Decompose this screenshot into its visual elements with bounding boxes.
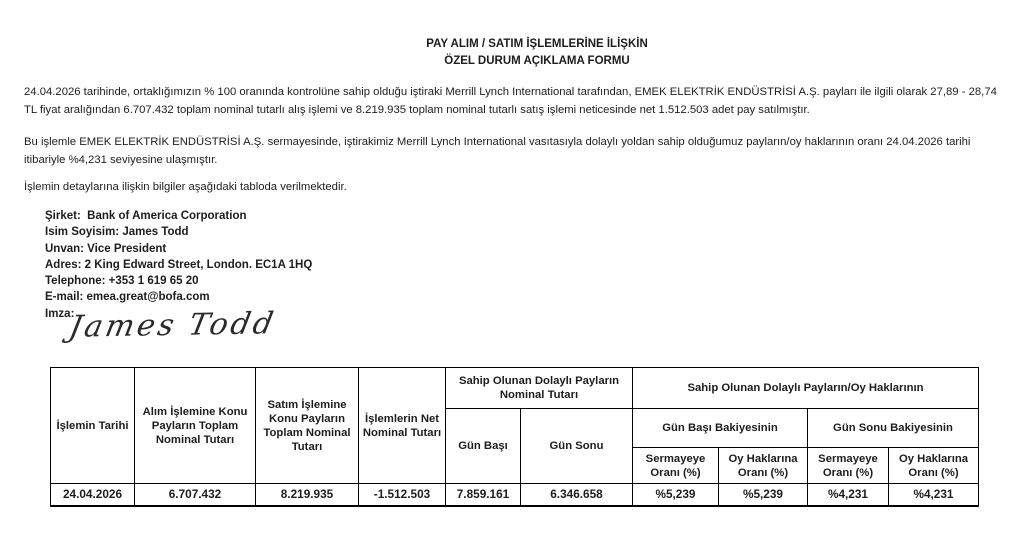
transaction-table	[50, 367, 979, 507]
cell-end-capital-pct: %4,231	[808, 484, 889, 506]
header-buy-nominal: Alım İşlemine Konu Payların Toplam Nominal Tutarı	[135, 368, 256, 484]
table-row	[51, 484, 979, 506]
header-net-nominal: İşlemlerin Net Nominal Tutarı	[359, 368, 446, 484]
cell-day-start-nominal: 7.859.161	[446, 484, 521, 506]
cell-transaction-date: 24.04.2026	[51, 484, 135, 506]
header-day-start: Gün Başı	[446, 409, 521, 484]
cell-start-voting-pct: %5,239	[719, 484, 808, 506]
contact-company: Şirket: Bank of America Corporation	[45, 210, 247, 222]
form-title-line2: ÖZEL DURUM AÇIKLAMA FORMU	[444, 55, 630, 67]
header-day-end-balance: Gün Sonu Bakiyesinin	[808, 409, 979, 448]
form-title-line1: PAY ALIM / SATIM İŞLEMLERİNE İLİŞKİN	[426, 38, 648, 50]
form-title	[50, 36, 1024, 70]
transaction-table-container	[50, 367, 979, 507]
cell-sell-total: 8.219.935	[256, 484, 359, 506]
header-end-voting-ratio: Oy Haklarına Oranı (%)	[889, 448, 979, 484]
contact-signature-label: Imza:	[45, 307, 75, 320]
cell-net-total: -1.512.503	[359, 484, 446, 506]
header-sell-nominal: Satım İşlemine Konu Payların Toplam Nominal Tutarı	[256, 368, 359, 484]
header-group-indirect-rights: Sahip Olunan Dolaylı Payların/Oy Haklarının	[633, 368, 979, 409]
contact-title: Unvan: Vice President	[45, 242, 167, 255]
header-end-capital-ratio: Sermayeye Oranı (%)	[808, 448, 889, 484]
contact-name: Isim Soyisim: James Todd	[45, 226, 189, 239]
paragraph-table-intro: İşlemin detaylarına ilişkin bilgiler aşağıdaki tabloda verilmektedir.	[24, 181, 347, 193]
cell-day-end-nominal: 6.346.658	[521, 484, 633, 506]
cell-end-voting-pct: %4,231	[889, 484, 979, 506]
contact-address: Adres: 2 King Edward Street, London. EC1A 1HQ	[45, 258, 313, 271]
header-day-end: Gün Sonu	[521, 409, 633, 484]
paragraph-transaction-summary: 24.04.2026 tarihinde, ortaklığımızın % 100 oranında kontrolüne sahip olduğu iştiraki Merrill Lynch International tarafından, EMEK ELEKTRİK ENDÜSTRİSİ A.Ş. payları ile ilgili olarak 27,89 - 28,74 TL fiyat aralığından 6.707.432 toplam nominal tutarlı alış işlemi ve 8.219.935 toplam nominal tutarlı satış işlemi neticesinde net 1.512.503 adet pay satılmıştır.	[24, 86, 997, 116]
header-start-voting-ratio: Oy Haklarına Oranı (%)	[719, 448, 808, 484]
paragraph-ownership-ratio: Bu işlemle EMEK ELEKTRİK ENDÜSTRİSİ A.Ş. sermayesinde, iştirakimiz Merrill Lynch International vasıtasıyla dolaylı yoldan sahip olduğumuz payların/oy haklarının oranı 24.04.2026 tarihi itibariyle %4,231 seviyesine ulaşmıştır.	[24, 136, 971, 166]
header-start-capital-ratio: Sermayeye Oranı (%)	[633, 448, 719, 484]
contact-email: E-mail: emea.great@bofa.com	[45, 291, 210, 304]
header-day-start-balance: Gün Başı Bakiyesinin	[633, 409, 808, 448]
header-transaction-date: İşlemin Tarihi	[51, 368, 135, 484]
contact-telephone: Telephone: +353 1 619 65 20	[45, 275, 199, 288]
header-group-indirect-nominal: Sahip Olunan Dolaylı Payların Nominal Tutarı	[446, 368, 633, 409]
cell-buy-total: 6.707.432	[135, 484, 256, 506]
handwritten-signature: James Todd	[66, 306, 279, 345]
cell-start-capital-pct: %5,239	[633, 484, 719, 506]
contact-block	[45, 208, 312, 322]
